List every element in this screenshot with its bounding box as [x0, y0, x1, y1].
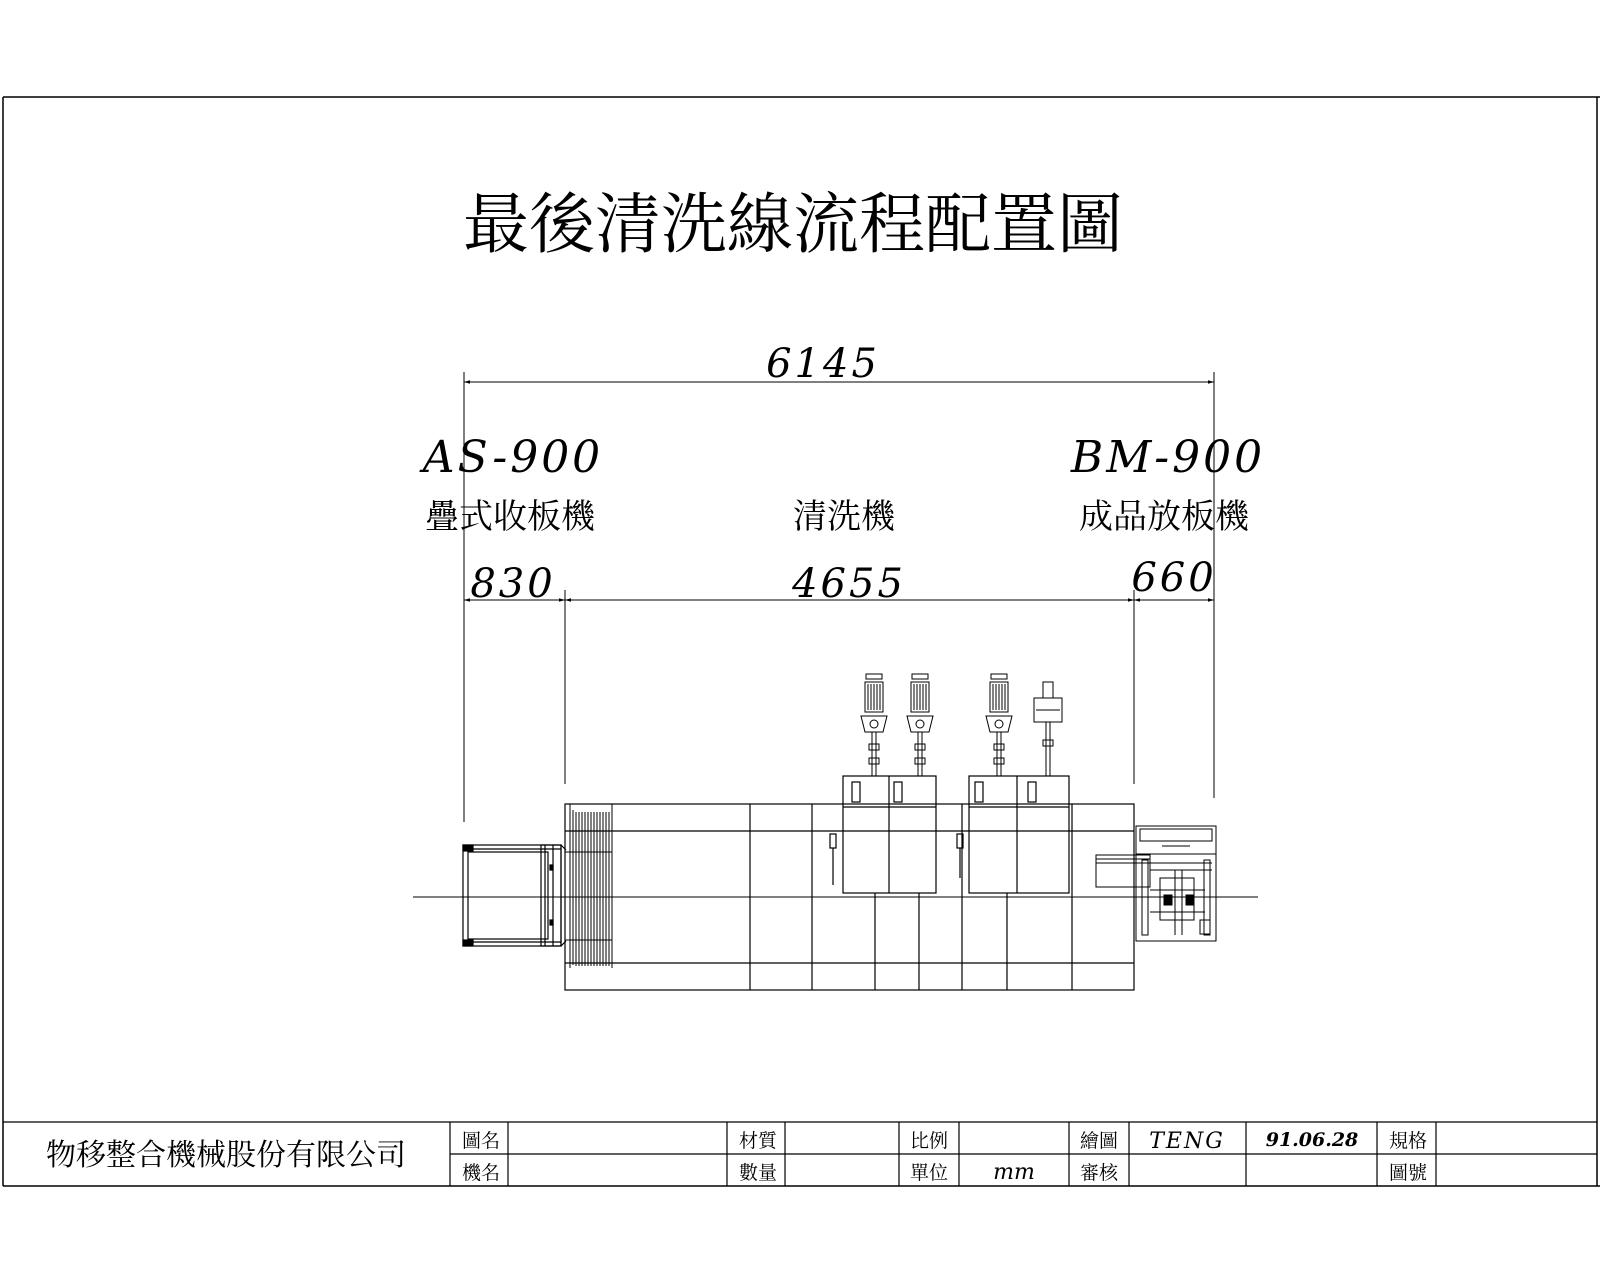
washer-body-plan: [565, 776, 1134, 990]
segment-dimensions: [464, 590, 1214, 784]
unit-value: mm: [993, 1160, 1035, 1185]
drawing-name-label: 圖名: [462, 1130, 501, 1152]
overall-dimension-value: 6145: [766, 341, 880, 387]
drawn-by: TENG: [1149, 1129, 1225, 1154]
dimension-660: 660: [1131, 555, 1217, 601]
pump-motor-2: [907, 674, 933, 776]
spec-label: 規格: [1389, 1130, 1428, 1152]
blower-motor: [1034, 682, 1062, 776]
unit-label: 單位: [910, 1162, 949, 1184]
machine-name-label: 機名: [462, 1162, 501, 1184]
bm900-unloader-plan: [1096, 826, 1216, 941]
company-name: 物移整合機械股份有限公司: [46, 1138, 406, 1173]
scale-label: 比例: [910, 1130, 949, 1152]
machine-model-as900: AS-900: [422, 432, 604, 483]
drawn-label: 繪圖: [1080, 1130, 1119, 1152]
drawing-title: 最後清洗線流程配置圖: [463, 186, 1123, 263]
material-label: 材質: [739, 1130, 778, 1152]
dimension-830: 830: [470, 561, 556, 607]
quantity-label: 數量: [739, 1162, 778, 1184]
machine-name-stacker: 疊式收板機: [425, 497, 595, 537]
dimension-4655: 4655: [792, 561, 906, 607]
drawing-date: 91.06.28: [1265, 1129, 1359, 1151]
pump-motor-1: [861, 674, 887, 776]
machine-model-bm900: BM-900: [1070, 432, 1266, 483]
checked-label: 審核: [1080, 1162, 1119, 1184]
drawing-no-label: 圖號: [1389, 1162, 1428, 1184]
pump-motor-3: [986, 674, 1012, 776]
as900-stacker-plan: [463, 845, 566, 946]
machine-name-washer: 清洗機: [793, 497, 895, 537]
machine-name-unloader: 成品放板機: [1079, 497, 1249, 537]
